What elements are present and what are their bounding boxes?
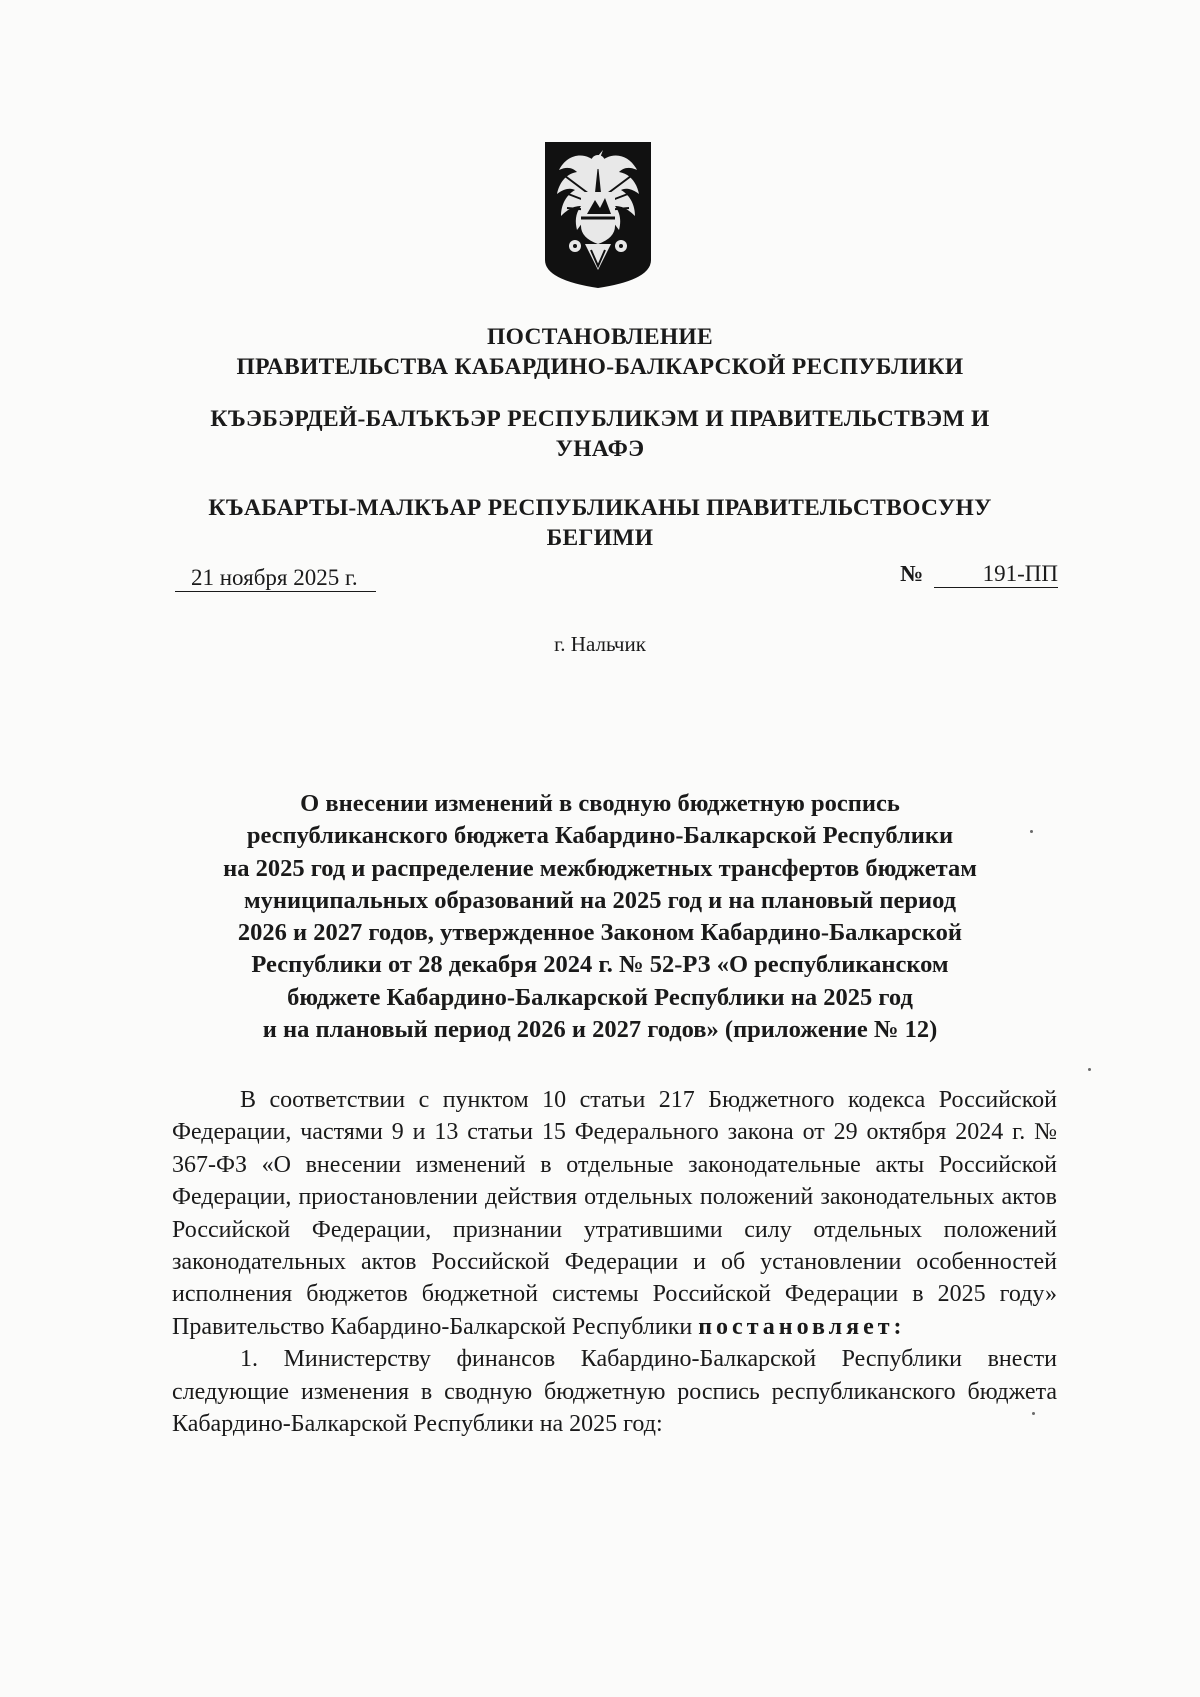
document-date: 21 ноября 2025 г. bbox=[175, 565, 376, 592]
scan-speck bbox=[1030, 830, 1033, 833]
subject-line: бюджете Кабардино-Балкарской Республики на 2025 год bbox=[287, 983, 913, 1011]
preamble-paragraph bbox=[172, 1084, 1057, 1343]
scan-speck bbox=[1032, 1412, 1035, 1415]
document-subject bbox=[150, 788, 1050, 1046]
document-type: ПОСТАНОВЛЕНИЕ bbox=[487, 324, 713, 350]
heading-kabardian-line1: КЪЭБЭРДЕЙ-БАЛЪКЪЭР РЕСПУБЛИКЭМ И ПРАВИТЕЛЬСТВЭМ И bbox=[210, 406, 990, 432]
subject-line: республиканского бюджета Кабардино-Балкарской Республики bbox=[246, 822, 954, 850]
subject-line: Республики от 28 декабря 2024 г. № 52-РЗ «О республиканском bbox=[251, 951, 949, 979]
document-number bbox=[900, 561, 1060, 591]
item-1-paragraph: 1. Министерству финансов Кабардино-Балкарской Республики внести следующие изменения в сводную бюджетную роспись республиканского бюджета Кабардино-Балкарской Республики на 2025 год: bbox=[172, 1346, 1057, 1438]
heading-karachay-line2: БЕГИМИ bbox=[546, 525, 654, 551]
heading-karachay bbox=[150, 493, 1050, 553]
subject-line: 2026 и 2027 годов, утвержденное Законом Кабардино-Балкарской bbox=[237, 919, 963, 947]
subject-line: О внесении изменений в сводную бюджетную роспись bbox=[300, 790, 900, 817]
decree-word: постановляет: bbox=[698, 1313, 906, 1340]
heading-kabardian bbox=[150, 404, 1050, 464]
coat-of-arms-emblem bbox=[545, 142, 651, 288]
document-issuer: ПРАВИТЕЛЬСТВА КАБАРДИНО-БАЛКАРСКОЙ РЕСПУБЛИКИ bbox=[236, 354, 964, 380]
number-sign: № bbox=[900, 561, 924, 586]
eagle-emblem-icon bbox=[545, 142, 651, 288]
heading-kabardian-line2: УНАФЭ bbox=[555, 436, 645, 462]
scan-speck bbox=[1088, 1068, 1091, 1071]
subject-line: и на плановый период 2026 и 2027 годов» (приложение № 12) bbox=[262, 1016, 938, 1044]
document-city: г. Нальчик bbox=[554, 632, 646, 656]
document-number-value: 191-ПП bbox=[934, 561, 1058, 588]
subject-line: муниципальных образований на 2025 год и на плановый период bbox=[243, 886, 957, 914]
heading-karachay-line1: КЪАБАРТЫ-МАЛКЪАР РЕСПУБЛИКАНЫ ПРАВИТЕЛЬСТВОСУНУ bbox=[208, 495, 992, 521]
document-heading bbox=[150, 322, 1050, 382]
document-body bbox=[172, 1084, 1057, 1440]
preamble-text: В соответствии с пунктом 10 статьи 217 Бюджетного кодекса Российской Федерации, частями 9 и 13 статьи 15 Федерального закона от 29 октября 2024 г. № 367-ФЗ «О внесении изменений в отдельные законодательные акты Российской Федерации, приостановлении действия отдельных положений законодательных актов Российской Федерации, признании утратившими силу отдельных положений законодательных актов Российской Федерации и об установлении особенностей исполнения бюджетов бюджетной системы Российской Федерации в 2025 году» Правительство Кабардино-Балкарской Республики bbox=[172, 1087, 1057, 1340]
subject-line: на 2025 год и распределение межбюджетных трансфертов бюджетам bbox=[223, 854, 977, 882]
